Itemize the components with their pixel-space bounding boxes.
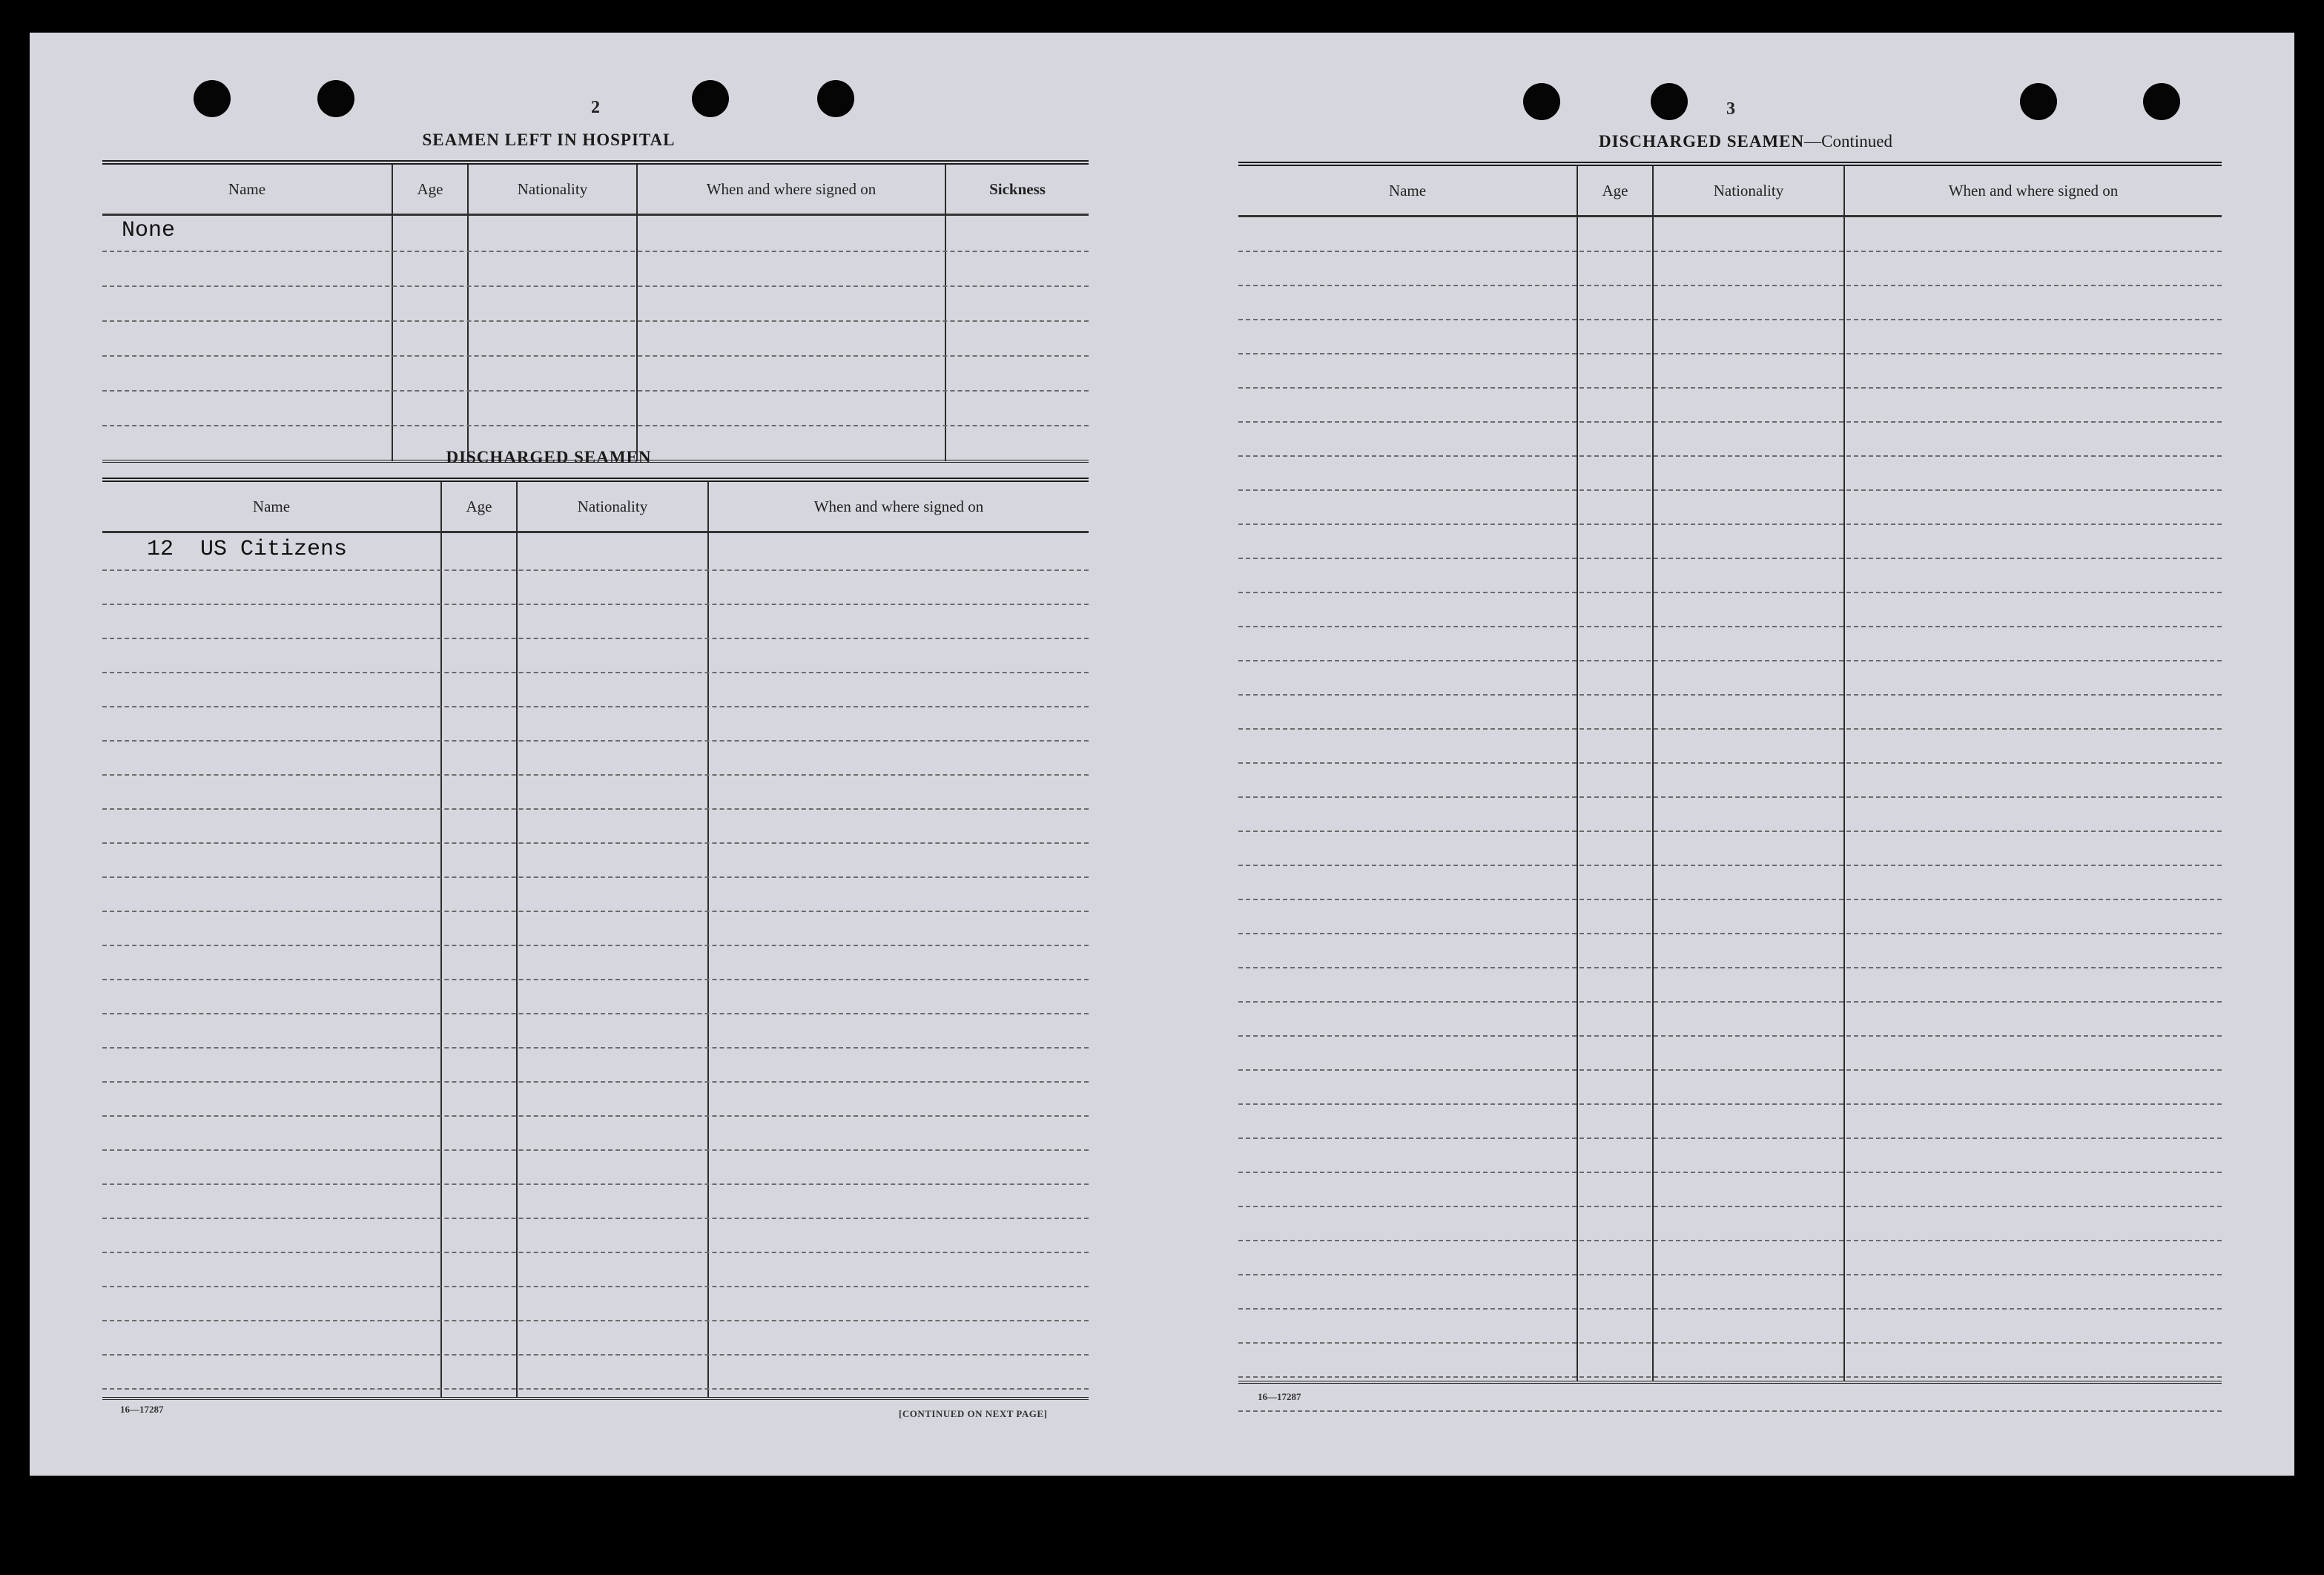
discharged-entry-text: US Citizens xyxy=(200,537,348,562)
table-row xyxy=(1238,1241,2222,1275)
table-row xyxy=(102,357,1089,392)
table-row xyxy=(102,392,1089,426)
column-header-nationality: Nationality xyxy=(517,179,588,198)
discharged-entry-count: 12 xyxy=(147,537,174,562)
discharged-table-header xyxy=(102,482,1089,533)
table-row xyxy=(1238,1310,2222,1344)
hospital-entry: None xyxy=(122,218,176,243)
continued-discharged-table xyxy=(1238,162,2222,1431)
table-row xyxy=(102,1185,1089,1219)
table-bottom-rule xyxy=(102,1397,1089,1400)
continued-table-title xyxy=(1479,132,2013,151)
column-header-nationality: Nationality xyxy=(1713,181,1784,199)
table-row xyxy=(102,322,1089,357)
column-header-sickness: Sickness xyxy=(989,179,1046,198)
table-row xyxy=(1238,252,2222,286)
table-row xyxy=(102,946,1089,980)
punch-hole xyxy=(817,80,854,117)
column-header-name: Name xyxy=(228,179,266,198)
right-page-number: 3 xyxy=(1726,99,1735,119)
hospital-table-rows xyxy=(102,217,1089,426)
table-row xyxy=(102,707,1089,742)
punch-hole xyxy=(1523,83,1560,120)
table-row xyxy=(1238,1344,2222,1378)
punch-hole xyxy=(1651,83,1688,120)
table-bottom-rule xyxy=(1238,1381,2222,1384)
table-row xyxy=(1238,1275,2222,1310)
table-row xyxy=(1238,730,2222,764)
table-row xyxy=(1238,354,2222,389)
table-row xyxy=(102,810,1089,844)
table-row xyxy=(1238,457,2222,491)
hospital-table-title: SEAMEN LEFT IN HOSPITAL xyxy=(422,131,676,149)
table-row xyxy=(1238,1139,2222,1173)
table-row xyxy=(1238,661,2222,696)
table-row xyxy=(102,1287,1089,1321)
table-row xyxy=(1238,491,2222,525)
table-row xyxy=(102,776,1089,810)
column-header-age: Age xyxy=(1602,181,1628,199)
table-row xyxy=(1238,866,2222,900)
hospital-table-header xyxy=(102,165,1089,216)
column-header-when-where: When and where signed on xyxy=(813,497,984,515)
document-sheet xyxy=(30,33,2294,1476)
table-row xyxy=(102,673,1089,707)
table-row xyxy=(1238,696,2222,730)
table-row xyxy=(1238,423,2222,457)
table-row xyxy=(1238,968,2222,1003)
punch-hole xyxy=(2020,83,2057,120)
table-row xyxy=(1238,764,2222,798)
table-row xyxy=(102,1253,1089,1287)
punch-hole xyxy=(2143,83,2180,120)
table-row xyxy=(1238,559,2222,593)
table-row xyxy=(102,217,1089,252)
table-row xyxy=(1238,832,2222,866)
column-header-name: Name xyxy=(252,497,291,515)
punch-hole xyxy=(317,80,354,117)
continued-table-title-main: DISCHARGED SEAMEN xyxy=(1599,132,1805,151)
column-header-nationality: Nationality xyxy=(577,497,648,515)
table-row xyxy=(1238,286,2222,320)
table-row xyxy=(102,742,1089,776)
table-row xyxy=(102,605,1089,639)
table-row xyxy=(102,1117,1089,1151)
table-row xyxy=(102,1356,1089,1390)
continued-note: [CONTINUED ON NEXT PAGE] xyxy=(899,1408,1048,1419)
table-row xyxy=(1238,320,2222,354)
column-header-when-where: When and where signed on xyxy=(1948,181,2119,199)
table-row xyxy=(102,1083,1089,1117)
table-row xyxy=(102,1321,1089,1356)
table-row xyxy=(102,912,1089,946)
table-row xyxy=(1238,389,2222,423)
column-header-when-where: When and where signed on xyxy=(706,179,877,198)
continued-table-header xyxy=(1238,166,2222,217)
table-row xyxy=(1238,627,2222,661)
left-form-number: 16—17287 xyxy=(120,1404,164,1415)
table-row xyxy=(1238,1071,2222,1105)
table-row xyxy=(102,639,1089,673)
table-row xyxy=(102,287,1089,322)
punch-hole xyxy=(194,80,231,117)
punch-hole xyxy=(692,80,729,117)
column-header-name: Name xyxy=(1388,181,1427,199)
continued-table-rows xyxy=(1238,218,2222,1412)
table-row xyxy=(102,844,1089,878)
table-row xyxy=(1238,218,2222,252)
table-row xyxy=(1238,1105,2222,1139)
table-row xyxy=(102,1151,1089,1185)
table-row xyxy=(102,980,1089,1014)
table-row xyxy=(102,1049,1089,1083)
table-row xyxy=(102,878,1089,912)
table-row xyxy=(1238,593,2222,627)
table-row xyxy=(1238,1207,2222,1241)
hospital-table xyxy=(102,160,1089,466)
table-row xyxy=(1238,1003,2222,1037)
continued-table-title-suffix: —Continued xyxy=(1804,132,1892,151)
left-page-number: 2 xyxy=(591,98,600,117)
column-header-age: Age xyxy=(466,497,492,515)
table-row xyxy=(1238,900,2222,934)
table-row xyxy=(102,252,1089,287)
table-row xyxy=(1238,934,2222,968)
table-row xyxy=(1238,1037,2222,1071)
table-row xyxy=(1238,798,2222,832)
discharged-table-rows xyxy=(102,534,1089,1390)
table-row xyxy=(102,1014,1089,1049)
table-row xyxy=(102,571,1089,605)
table-row xyxy=(1238,525,2222,559)
right-form-number: 16—17287 xyxy=(1258,1391,1301,1402)
table-row xyxy=(102,1219,1089,1253)
discharged-table-title: DISCHARGED SEAMEN xyxy=(446,448,652,466)
column-header-age: Age xyxy=(417,179,443,198)
table-row xyxy=(1238,1173,2222,1207)
discharged-table xyxy=(102,478,1089,1439)
